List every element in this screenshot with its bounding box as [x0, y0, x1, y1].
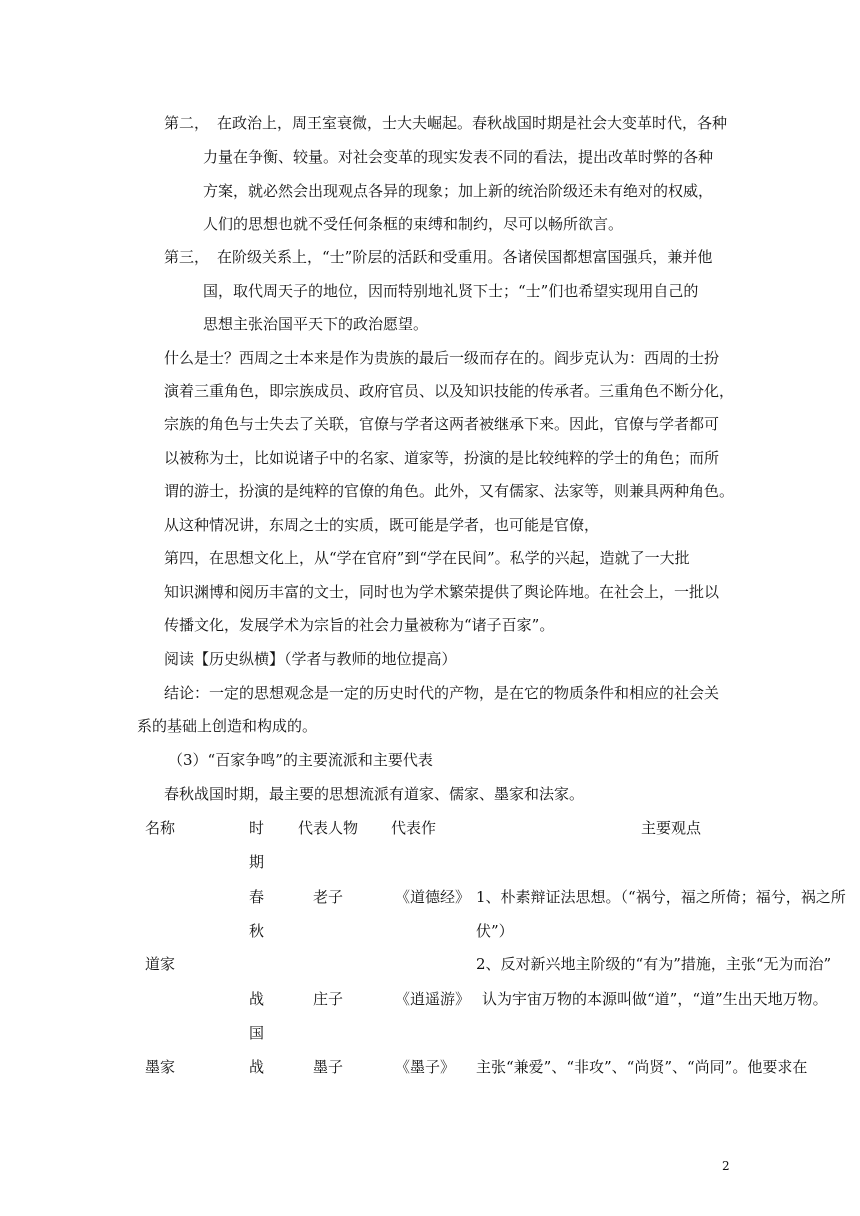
- daojia-zhuangzi-person: 庄子: [313, 990, 344, 1008]
- section-3-title: （3）“百家争鸣”的主要流派和主要代表: [168, 751, 433, 769]
- daojia-laozi-view-1: 1、朴素辩证法思想。（“祸兮，福之所倚；福兮，祸之所: [476, 888, 846, 906]
- daojia-zhuangzi-period-2: 国: [249, 1024, 265, 1042]
- conclusion-line-1: 结论：一定的思想观念是一定的历史时代的产物，是在它的物质条件和相应的社会关: [164, 684, 720, 702]
- page-number: 2: [722, 1159, 730, 1173]
- table-header-person: 代表人物: [298, 819, 359, 837]
- reading-note: 阅读【历史纵横】（学者与教师的地位提高）: [164, 650, 457, 668]
- shi-line-4: 以被称为士，比如说诸子中的名家、道家等，扮演的是比较纯粹的学士的角色；而所: [164, 449, 720, 467]
- point-3-line-2: 国，取代周天子的地位，因而特别地礼贤下士；“士”们也希望实现用自己的: [203, 282, 699, 300]
- daojia-zhuangzi-view: 认为宇宙万物的本源叫做“道”，“道”生出天地万物。: [482, 990, 828, 1008]
- daojia-laozi-period-2: 秋: [249, 922, 265, 940]
- shi-line-2: 演着三重角色，即宗族成员、政府官员、以及知识技能的传承者。三重角色不断分化，: [164, 382, 735, 400]
- table-header-name: 名称: [145, 819, 176, 837]
- mojia-person: 墨子: [313, 1058, 344, 1076]
- table-header-period-1: 时: [249, 819, 265, 837]
- mojia-name: 墨家: [145, 1058, 176, 1076]
- mojia-work: 《墨子》: [395, 1058, 456, 1076]
- daojia-laozi-view-2: 伏”）: [476, 922, 514, 940]
- point-2-label: 第二，: [164, 114, 210, 132]
- daojia-laozi-period-1: 春: [249, 888, 265, 906]
- shi-line-6: 从这种情况讲，东周之士的实质，既可能是学者，也可能是官僚，: [164, 516, 600, 534]
- daojia-laozi-person: 老子: [313, 888, 344, 906]
- point-3-line-3: 思想主张治国平天下的政治愿望。: [203, 315, 429, 333]
- point-4-line-3: 传播文化，发展学术为宗旨的社会力量被称为“诸子百家”。: [164, 616, 555, 634]
- schools-intro: 春秋战国时期，最主要的思想流派有道家、儒家、墨家和法家。: [164, 785, 585, 803]
- daojia-laozi-view-3: 2、反对新兴地主阶级的“有为”措施，主张“无为而治”: [476, 955, 832, 973]
- table-header-view: 主要观点: [641, 819, 702, 837]
- point-4-line-1: 第四，在思想文化上，从“学在官府”到“学在民间”。私学的兴起，造就了一大批: [164, 549, 690, 567]
- table-header-work: 代表作: [391, 819, 437, 837]
- daojia-zhuangzi-work: 《逍遥游》: [395, 990, 471, 1008]
- mojia-period: 战: [249, 1058, 265, 1076]
- point-3-line-1: 在阶级关系上，“士”阶层的活跃和受重用。各诸侯国都想富国强兵，兼并他: [217, 248, 713, 266]
- table-header-period-2: 期: [249, 853, 265, 871]
- point-2-line-3: 方案，就必然会出现观点各异的现象；加上新的统治阶级还未有绝对的权威，: [203, 182, 714, 200]
- mojia-view: 主张“兼爱”、“非攻”、“尚贤”、“尚同”。他要求在: [476, 1058, 808, 1076]
- shi-line-1: 什么是士？西周之士本来是作为贵族的最后一级而存在的。阎步克认为：西周的士扮: [164, 349, 720, 367]
- point-2-line-1: 在政治上，周王室衰微，士大夫崛起。春秋战国时期是社会大变革时代，各种: [217, 114, 728, 132]
- point-2-line-2: 力量在争衡、较量。对社会变革的现实发表不同的看法，提出改革时弊的各种: [203, 148, 714, 166]
- shi-line-3: 宗族的角色与士失去了关联，官僚与学者这两者被继承下来。因此，官僚与学者都可: [164, 415, 720, 433]
- shi-line-5: 谓的游士，扮演的是纯粹的官僚的角色。此外，又有儒家、法家等，则兼具两种角色。: [164, 482, 735, 500]
- conclusion-line-2: 系的基础上创造和构成的。: [137, 717, 318, 735]
- point-2-line-4: 人们的思想也就不受任何条框的束缚和制约，尽可以畅所欲言。: [203, 215, 624, 233]
- daojia-laozi-work: 《道德经》: [395, 888, 471, 906]
- point-4-line-2: 知识渊博和阅历丰富的文士，同时也为学术繁荣提供了舆论阵地。在社会上，一批以: [164, 583, 720, 601]
- daojia-zhuangzi-period-1: 战: [249, 990, 265, 1008]
- daojia-name: 道家: [145, 955, 176, 973]
- point-3-label: 第三，: [164, 248, 210, 266]
